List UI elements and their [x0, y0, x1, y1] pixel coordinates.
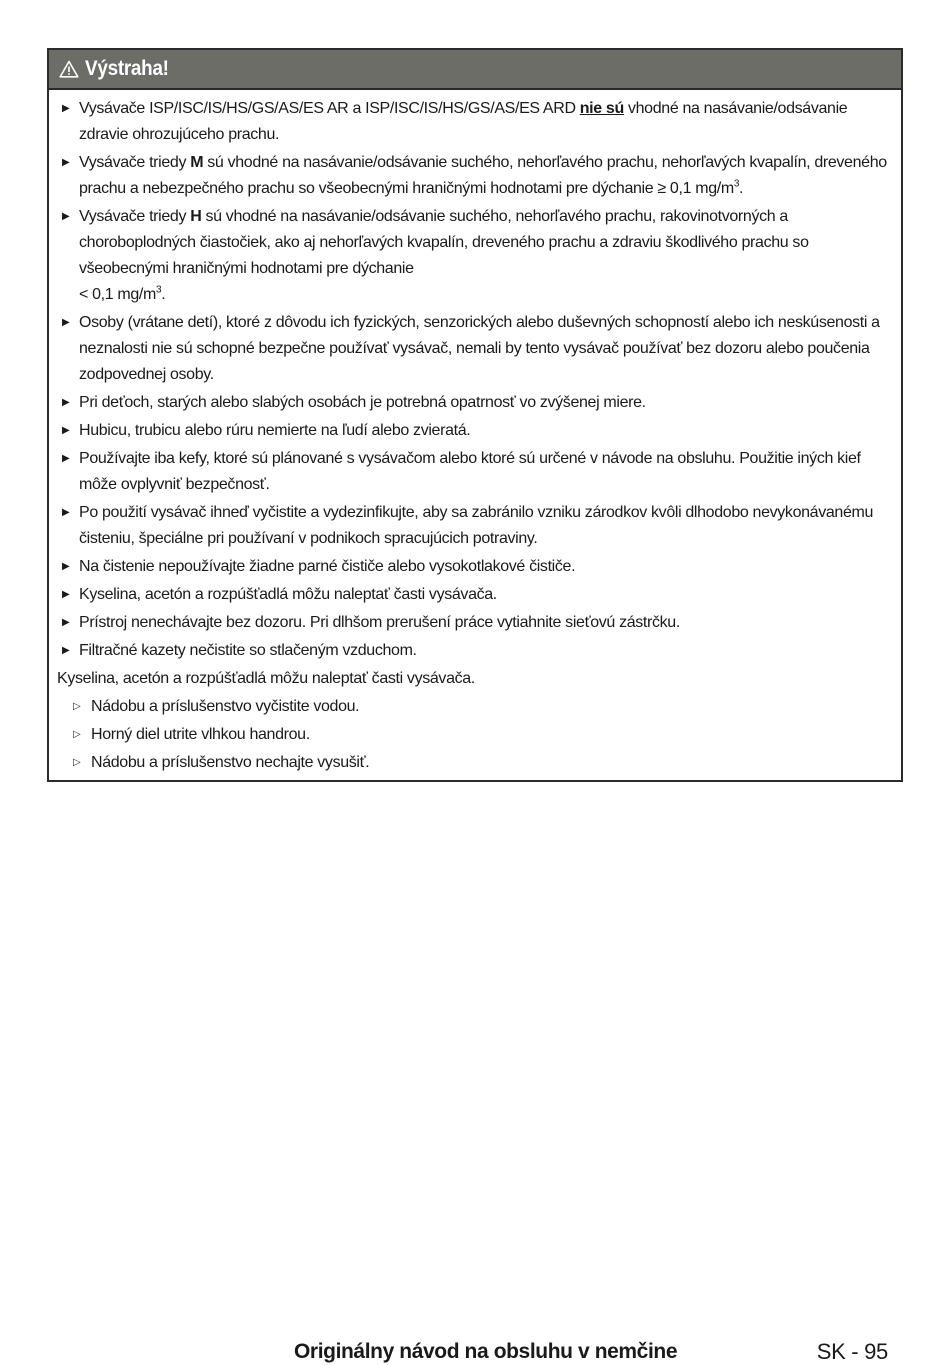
plain-text-line: Kyselina, acetón a rozpúšťadlá môžu naleptať časti vysávača.: [57, 670, 475, 687]
list-item: ▶ Filtračné kazety nečistite so stlačeným vzduchom.: [57, 638, 893, 664]
step-item: ▷ Nádobu a príslušenstvo nechajte vysušiť.: [73, 750, 893, 776]
list-item: ▶ Prístroj nenechávajte bez dozoru. Pri dlhšom prerušení práce vytiahnite sieťovú zástrčku.: [57, 610, 893, 636]
list-item: ▶ Osoby (vrátane detí), ktoré z dôvodu ich fyzických, senzorických alebo duševných schopností alebo ich neskúsenosti a neznalosti nie sú schopné bezpečne používať vysávač, nemali by tento vysávač používať bez dozoru alebo poučenia zodpovednej osoby.: [57, 310, 893, 388]
list-item: ▶ Vysávače triedy M sú vhodné na nasávanie/odsávanie suchého, nehorľavého prachu, nehorľavých kvapalín, dreveného prachu a nebezpečného prachu so všeobecnými hraničnými hodnotami pre dýchanie ≥ 0,1 $mg/m^3$.: [57, 150, 893, 202]
warning-bullet-list: [57, 96, 893, 664]
class-letter: H: [190, 208, 202, 225]
bullet-triangle-icon: ▶: [62, 425, 70, 436]
list-item: ▶ Vysávače ISP/ISC/IS/HS/GS/AS/ES AR a ISP/ISC/IS/HS/GS/AS/ES ARD nie sú vhodné na nasávanie/odsávanie zdravie ohrozujúceho prachu.: [57, 96, 893, 148]
warning-header: [49, 50, 901, 90]
list-item: ▶ Vysávače triedy H sú vhodné na nasávanie/odsávanie suchého, nehorľavého prachu, rakovinotvorných a choroboplodných čiastočiek, ako aj nehorľavých kvapalín, dreveného prachu a zdraviu škodlivého prachu so všeobecnými hraničnými hodnotami pre dýchanie < 0,1 $mg/m^3$.: [57, 204, 893, 308]
list-item: ▶ Po použití vysávač ihneď vyčistite a vydezinfikujte, aby sa zabránilo vzniku zárodkov kvôli dlhodobo nevykonávanému čisteniu, špeciálne pri používaní v podnikoch spracujúcich potraviny.: [57, 500, 893, 552]
list-item: ▶ Na čistenie nepoužívajte žiadne parné čističe alebo vysokotlakové čističe.: [57, 554, 893, 580]
bullet-triangle-icon: ▶: [62, 211, 70, 222]
list-item: ▶ Hubicu, trubicu alebo rúru nemierte na ľudí alebo zvieratá.: [57, 418, 893, 444]
bullet-triangle-icon: ▶: [62, 561, 70, 572]
step-item: ▷ Nádobu a príslušenstvo vyčistite vodou.: [73, 694, 893, 720]
page-number: SK - 95: [816, 1339, 888, 1364]
class-letter: M: [190, 154, 204, 171]
bullet-triangle-icon: ▶: [62, 397, 70, 408]
warning-title: Výstraha!: [85, 57, 169, 80]
bullet-triangle-icon: ▶: [62, 617, 70, 628]
list-item: ▶ Používajte iba kefy, ktoré sú plánované s vysávačom alebo ktoré sú určené v návode na obsluhu. Použitie iných kief môže ovplyvniť bezpečnosť.: [57, 446, 893, 498]
list-item: ▶ Kyselina, acetón a rozpúšťadlá môžu naleptať časti vysávača.: [57, 582, 893, 608]
step-item: ▷ Horný diel utrite vlhkou handrou.: [73, 722, 893, 748]
list-item: ▶ Pri deťoch, starých alebo slabých osobách je potrebná opatrnosť vo zvýšenej miere.: [57, 390, 893, 416]
warning-box: [47, 48, 903, 782]
bullet-triangle-icon: ▶: [62, 589, 70, 600]
bullet-triangle-icon: ▶: [62, 645, 70, 656]
warning-triangle-icon: [59, 60, 79, 78]
bullet-triangle-icon: ▶: [62, 103, 70, 114]
emphasis-text: nie sú: [579, 100, 624, 117]
step-list: [57, 694, 893, 776]
bullet-triangle-icon: ▶: [62, 317, 70, 328]
outline-triangle-icon: ▷: [73, 729, 81, 740]
outline-triangle-icon: ▷: [73, 701, 81, 712]
bullet-triangle-icon: ▶: [62, 157, 70, 168]
bullet-triangle-icon: ▶: [62, 453, 70, 464]
bullet-triangle-icon: ▶: [62, 507, 70, 518]
footer-title: Originálny návod na obsluhu v nemčine: [294, 1340, 678, 1363]
outline-triangle-icon: ▷: [73, 757, 81, 768]
warning-body: [49, 90, 901, 780]
